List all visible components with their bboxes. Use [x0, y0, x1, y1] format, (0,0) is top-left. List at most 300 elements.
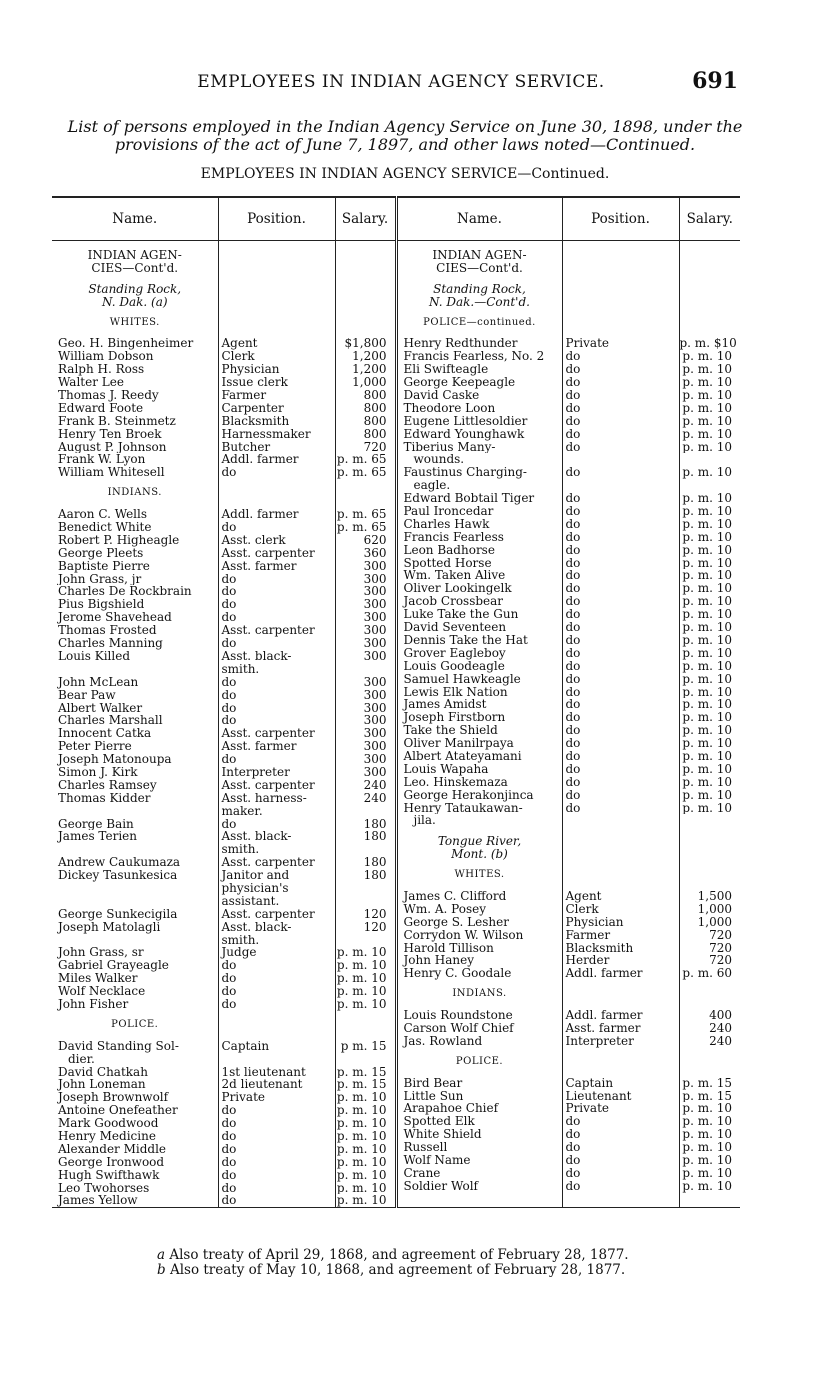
section-label: POLICE—continued. — [423, 316, 536, 328]
right-salary-header: Salary. — [679, 197, 740, 241]
left-name-header: Name. — [52, 197, 218, 241]
employee-name: Russell — [403, 1141, 448, 1154]
employee-salary: p. m. 15 — [336, 1065, 387, 1079]
employee-position: do — [221, 1168, 237, 1182]
section-label: INDIANS. — [452, 988, 507, 1000]
employee-name: Bird Bear — [403, 1076, 463, 1090]
blank-cell — [336, 487, 395, 500]
section-label: WHITES. — [454, 869, 505, 881]
employee-name: Paul Ironcedar — [403, 505, 494, 518]
spacer — [563, 1069, 679, 1077]
employee-position: Asst. carpenter — [221, 907, 315, 921]
employee-salary: p. m. 10 — [336, 1130, 387, 1143]
section-label: POLICE. — [455, 1055, 504, 1067]
footnote-text: Also treaty of April 29, 1868, and agreement of February 28, 1877. — [169, 1247, 629, 1263]
spacer — [680, 861, 741, 869]
spacer — [563, 275, 679, 283]
employee-name: Henry Redthunder — [403, 337, 518, 351]
employee-position-cont: smith. — [221, 843, 260, 857]
footnote-b — [157, 1263, 629, 1278]
employee-name: Eugene Littlesoldier — [403, 414, 528, 428]
employee-name: Peter Pierre — [58, 740, 132, 754]
employee-salary: p. m. 10 — [682, 543, 732, 557]
employee-salary: 720 — [709, 954, 732, 968]
employee-salary: p. m. 10 — [336, 1194, 387, 1208]
employee-name: Henry Medicine — [58, 1130, 156, 1143]
employee-position: Janitor and — [221, 869, 290, 882]
employee-name: Wm. A. Posey — [403, 902, 486, 916]
employee-salary: p. m. 10 — [336, 1155, 387, 1169]
employee-name-cont: dier. — [68, 1052, 95, 1066]
section-label: WHITES. — [109, 316, 160, 328]
left-position-header: Position. — [218, 197, 335, 241]
employee-name: Charles Marshall — [58, 714, 163, 728]
employee-salary: p. m. 10 — [682, 1141, 732, 1154]
employee-name: Faustinus Charging- — [403, 466, 527, 480]
employee-salary: p. m. 65 — [336, 466, 387, 480]
employee-salary: 120 — [363, 907, 387, 921]
employee-salary: p. m. 10 — [682, 685, 732, 699]
employee-name: John Fisher — [58, 997, 129, 1011]
spacer — [680, 329, 741, 337]
employee-name: Dickey Tasunkesica — [58, 869, 178, 882]
spacer — [680, 275, 741, 283]
employee-name: John Loneman — [58, 1078, 146, 1092]
spacer — [398, 329, 562, 337]
employee-position: do — [565, 608, 581, 622]
right-salary-column — [679, 241, 740, 1208]
employee-salary: p. m. 10 — [336, 1117, 387, 1130]
employee-salary: $1,800 — [344, 337, 387, 351]
blank-cell — [680, 262, 741, 275]
employee-position: do — [565, 440, 581, 454]
employee-name: Oliver Lookingelk — [403, 582, 512, 596]
spacer — [398, 1069, 562, 1077]
section-label: POLICE. — [111, 1018, 159, 1030]
employee-position: do — [221, 1117, 237, 1130]
employee-position: do — [565, 633, 581, 647]
employee-salary: 300 — [363, 714, 387, 728]
blank-cell — [336, 843, 395, 856]
blank-cell — [680, 283, 741, 296]
spacer — [336, 309, 395, 317]
blank-cell — [563, 869, 679, 882]
spacer — [398, 275, 562, 283]
employee-position: Butcher — [221, 440, 271, 454]
employee-position: do — [221, 637, 237, 650]
employee-name: Edward Younghawk — [403, 427, 525, 441]
employee-salary: 800 — [363, 401, 387, 415]
employee-salary: p. m. 10 — [682, 517, 732, 531]
spacer — [52, 479, 218, 487]
employee-position: Asst. farmer — [221, 559, 297, 573]
employee-salary: p. m. 10 — [336, 1091, 387, 1105]
employee-salary: 800 — [363, 389, 387, 402]
employee-name: Joseph Matolagli — [58, 920, 161, 934]
employee-salary: p. m. 10 — [682, 698, 732, 712]
employee-position: Asst. farmer — [565, 1021, 641, 1035]
blank-cell — [52, 895, 218, 908]
blank-cell — [52, 934, 218, 947]
employee-position: 2d lieutenant — [221, 1078, 303, 1092]
spacer — [680, 1069, 741, 1077]
blank-cell — [336, 1019, 395, 1032]
employee-name: Louis Goodeagle — [403, 659, 505, 673]
spacer — [336, 479, 395, 487]
spacer — [219, 479, 335, 487]
blank-cell — [680, 1056, 741, 1069]
employee-name: Eli Swifteagle — [403, 363, 489, 377]
blank-cell — [219, 249, 335, 262]
blank-cell — [680, 249, 741, 262]
employee-position: Addl. farmer — [565, 1009, 643, 1022]
employee-salary: 300 — [363, 559, 387, 573]
employee-position-cont: smith. — [221, 933, 260, 947]
employee-salary: p. m. 10 — [682, 788, 732, 802]
employee-salary: p. m. 10 — [682, 608, 732, 622]
blank-cell — [219, 317, 335, 330]
employee-salary: p. m. 10 — [682, 401, 732, 415]
spacer — [219, 1032, 335, 1040]
employee-salary: p. m. 10 — [682, 749, 732, 763]
employee-name: Take the Shield — [403, 724, 498, 738]
employee-salary: p. m. 65 — [336, 521, 387, 534]
employee-name: James C. Clifford — [403, 889, 507, 903]
employee-name: Wolf Name — [403, 1154, 471, 1167]
employee-name: Louis Killed — [58, 649, 130, 663]
employee-salary: p. m. 10 — [682, 775, 732, 789]
spacer — [52, 241, 218, 249]
employee-salary: p. m. 10 — [682, 633, 732, 647]
employee-position: Agent — [565, 889, 602, 903]
employee-position: do — [565, 749, 581, 763]
employee-name: Charles Hawk — [403, 517, 490, 531]
employee-name: George Herakonjinca — [403, 788, 534, 802]
blank-cell — [563, 835, 679, 848]
employee-name: David Seventeen — [403, 621, 507, 634]
section-title: EMPLOYEES IN INDIAN AGENCY SERVICE—Continued. — [200, 166, 610, 182]
employee-position: do — [221, 753, 237, 766]
employee-salary: 240 — [709, 1034, 732, 1048]
employee-name: Joseph Firstborn — [403, 711, 506, 725]
blank-cell — [52, 663, 218, 676]
employee-position: do — [221, 714, 237, 728]
employee-salary: 300 — [363, 701, 387, 715]
employee-name-cont: jila. — [413, 814, 436, 828]
spacer — [52, 275, 218, 283]
section-label: INDIANS. — [107, 487, 162, 499]
blank-cell — [336, 317, 395, 330]
employee-position: do — [221, 611, 237, 625]
employee-name: Antoine Onefeather — [58, 1104, 178, 1118]
employee-position: do — [565, 1179, 581, 1193]
employee-name: Leon Badhorse — [403, 543, 495, 557]
spacer — [336, 500, 395, 508]
employee-name: Samuel Hawkeagle — [403, 672, 521, 686]
employee-salary: p. m. 65 — [336, 508, 387, 522]
left-salary-header: Salary. — [335, 197, 396, 241]
section-label: INDIAN AGEN- — [432, 249, 527, 262]
employee-position: Addl. farmer — [221, 453, 299, 467]
employee-salary: p. m. 10 — [682, 1128, 732, 1142]
spacer — [563, 1001, 679, 1009]
spacer — [219, 500, 335, 508]
employee-salary: p. m. 15 — [682, 1089, 732, 1103]
employee-name: Edward Bobtail Tiger — [403, 492, 535, 506]
blank-cell — [219, 283, 335, 296]
employee-name: Tiberius Many- — [403, 440, 496, 454]
employee-position: 1st lieutenant — [221, 1065, 306, 1079]
spacer — [680, 882, 741, 890]
spacer — [52, 329, 218, 337]
employee-name: Leo Twohorses — [58, 1181, 150, 1195]
employee-position: do — [221, 1104, 237, 1118]
section-label: CIES—Cont'd. — [436, 261, 523, 275]
employee-position: Lieutenant — [565, 1089, 632, 1103]
employee-position: do — [565, 1141, 581, 1154]
employee-position: Judge — [221, 946, 257, 960]
employee-position: do — [565, 363, 581, 377]
employee-position: do — [221, 1155, 237, 1169]
employee-salary: p. m. 10 — [682, 762, 732, 776]
spacer — [398, 241, 562, 249]
employee-name: Francis Fearless, No. 2 — [403, 350, 545, 364]
employee-position: do — [565, 492, 581, 506]
employee-name: James Yellow — [58, 1194, 138, 1208]
spacer — [52, 1032, 218, 1040]
employee-name: Jacob Crossbear — [403, 595, 504, 609]
employee-salary: p. m. 10 — [682, 556, 732, 570]
employee-salary: 800 — [363, 427, 387, 441]
spacer — [398, 309, 562, 317]
employee-salary: 300 — [363, 624, 387, 638]
spacer — [219, 275, 335, 283]
employee-salary: p. m. 10 — [682, 414, 732, 428]
employee-name: George Bain — [58, 817, 134, 831]
employee-name: William Dobson — [58, 350, 154, 364]
employee-position-cont: maker. — [221, 804, 263, 818]
blank-cell — [336, 882, 395, 895]
blank-cell — [219, 1053, 335, 1066]
employee-salary: 1,200 — [352, 363, 387, 377]
spacer — [219, 241, 335, 249]
employee-salary: 720 — [709, 941, 732, 955]
employee-position: do — [221, 675, 237, 689]
employee-position: do — [221, 688, 237, 702]
blank-cell — [219, 296, 335, 309]
employee-name: Innocent Catka — [58, 727, 152, 741]
employee-salary: 720 — [709, 928, 732, 942]
employee-position: Interpreter — [221, 765, 290, 779]
spacer — [336, 1032, 395, 1040]
employee-salary: p. m. 10 — [336, 959, 387, 973]
blank-cell — [563, 296, 679, 309]
employee-position: do — [565, 724, 581, 738]
employee-name: Joseph Brownwolf — [58, 1091, 169, 1105]
employee-position: Clerk — [565, 902, 599, 916]
employee-position: do — [221, 572, 237, 586]
employee-position: Asst. farmer — [221, 740, 297, 754]
employee-name: Frank W. Lyon — [58, 453, 146, 467]
blank-cell — [563, 262, 679, 275]
employee-name: George Ironwood — [58, 1155, 165, 1169]
blank-cell — [563, 814, 679, 827]
employee-name: Louis Wapaha — [403, 762, 489, 776]
employee-name: David Caske — [403, 389, 480, 402]
employee-position: do — [565, 466, 581, 480]
blank-cell — [219, 1019, 335, 1032]
employee-salary: p. m. 10 — [682, 672, 732, 686]
spacer — [398, 1001, 562, 1009]
employee-salary: 620 — [363, 533, 387, 547]
employee-salary: p. m. 10 — [682, 1179, 732, 1193]
employee-position: do — [221, 972, 237, 986]
employee-salary: p. m. 10 — [682, 389, 732, 402]
employee-position: do — [565, 685, 581, 699]
employee-salary: 180 — [363, 817, 387, 831]
blank-cell — [52, 882, 218, 895]
spacer — [680, 309, 741, 317]
spacer — [336, 1011, 395, 1019]
spacer — [398, 980, 562, 988]
employee-salary: p. m. 10 — [682, 440, 732, 454]
employee-position: do — [221, 701, 237, 715]
employee-position: Asst. black- — [221, 649, 292, 663]
footnote-text: Also treaty of May 10, 1868, and agreement of February 28, 1877. — [169, 1262, 626, 1278]
right-position-column — [562, 241, 679, 1208]
employee-salary: 300 — [363, 585, 387, 599]
spacer — [219, 309, 335, 317]
employee-position: Private — [565, 1102, 610, 1116]
employee-name: Wolf Necklace — [58, 985, 146, 998]
employee-position: Blacksmith — [565, 941, 634, 955]
employee-name: Walter Lee — [58, 376, 124, 390]
spacer — [336, 275, 395, 283]
blank-cell — [680, 317, 741, 330]
employee-salary: p. m. 10 — [682, 659, 732, 673]
employee-name: Dennis Take the Hat — [403, 633, 528, 647]
spacer — [219, 329, 335, 337]
employee-name: Joseph Matonoupa — [58, 753, 172, 766]
right-position-header: Position. — [562, 197, 679, 241]
employee-position: do — [221, 997, 237, 1011]
employee-name: William Whitesell — [58, 466, 165, 480]
employee-position: Asst. carpenter — [221, 778, 315, 792]
employee-name: John Grass, jr — [58, 572, 142, 586]
employee-salary: p. m. 10 — [682, 646, 732, 660]
employee-name: Theodore Loon — [403, 401, 496, 415]
employee-name: Soldier Wolf — [403, 1179, 478, 1193]
employee-position: Private — [565, 337, 610, 351]
employee-salary: 120 — [363, 920, 387, 934]
blank-cell — [680, 869, 741, 882]
employee-position: Herder — [565, 954, 610, 968]
blank-cell — [563, 283, 679, 296]
right-name-header: Name. — [396, 197, 562, 241]
employee-salary: p. m. 10 — [682, 1102, 732, 1116]
employee-salary: 180 — [363, 869, 387, 882]
employee-salary: p. m. 10 — [336, 997, 387, 1011]
employee-name: Crane — [403, 1166, 441, 1180]
employee-salary: 300 — [363, 727, 387, 741]
employee-position: do — [565, 788, 581, 802]
employee-salary: p. m. 10 — [682, 582, 732, 596]
employee-position: Farmer — [565, 928, 611, 942]
left-name-column — [52, 241, 218, 1208]
employee-position: Asst. black- — [221, 920, 292, 934]
running-title: EMPLOYEES IN INDIAN AGENCY SERVICE. — [197, 72, 605, 92]
employee-salary: p. m. 10 — [682, 505, 732, 518]
employee-position: do — [565, 1166, 581, 1180]
employee-salary: p. m. 10 — [682, 1154, 732, 1167]
employee-salary: p. m. 15 — [682, 1076, 732, 1090]
employee-name: Grover Eagleboy — [403, 646, 506, 660]
employee-name: Harold Tillison — [403, 941, 494, 955]
spacer — [563, 882, 679, 890]
blank-cell — [563, 453, 679, 466]
employee-salary: p. m. 10 — [336, 946, 387, 960]
employee-position: do — [565, 414, 581, 428]
blank-cell — [219, 487, 335, 500]
employee-salary: 240 — [363, 778, 387, 792]
footnotes — [157, 1248, 629, 1278]
employee-name: Bear Paw — [58, 688, 116, 702]
employee-name: White Shield — [403, 1128, 482, 1142]
employee-position: do — [565, 543, 581, 557]
employee-name: Edward Foote — [58, 401, 144, 415]
spacer — [398, 861, 562, 869]
employee-salary: p. m. 10 — [682, 427, 732, 441]
employee-position: Captain — [565, 1076, 614, 1090]
footnote-mark: a — [157, 1247, 166, 1263]
employee-salary: 180 — [363, 856, 387, 870]
employee-name: Jerome Shavehead — [58, 611, 172, 625]
employee-name: Wm. Taken Alive — [403, 569, 506, 583]
employee-position: Harnessmaker — [221, 427, 311, 441]
employee-position: do — [565, 517, 581, 531]
blank-cell — [336, 934, 395, 947]
employee-position-cont: physician's — [221, 881, 289, 895]
section-label: Mont. (b) — [451, 848, 508, 862]
employee-name: Luke Take the Gun — [403, 608, 519, 622]
blank-cell — [680, 848, 741, 861]
employee-name: Leo. Hinskemaza — [403, 775, 508, 789]
left-salary-column — [335, 241, 396, 1208]
employee-name: Louis Roundstone — [403, 1009, 513, 1022]
employee-position: Asst. black- — [221, 830, 292, 844]
employee-position: do — [565, 505, 581, 518]
employee-position: do — [565, 427, 581, 441]
employee-salary: p. m. 10 — [682, 595, 732, 609]
employee-name: Miles Walker — [58, 972, 138, 986]
employee-salary: 1,000 — [697, 902, 732, 916]
blank-cell — [563, 249, 679, 262]
employee-salary: p. m. 65 — [336, 453, 387, 467]
employee-salary: p. m. 10 — [682, 737, 732, 750]
footnote-a — [157, 1248, 629, 1263]
employee-position: do — [565, 762, 581, 776]
employee-position-cont: smith. — [221, 662, 260, 676]
table-body-row — [52, 241, 740, 1208]
blank-cell — [680, 814, 741, 827]
employee-position: do — [221, 1142, 237, 1156]
spacer — [563, 861, 679, 869]
employee-position: do — [565, 646, 581, 660]
employee-position: do — [565, 595, 581, 609]
employee-position: Issue clerk — [221, 376, 288, 390]
spacer — [563, 329, 679, 337]
employee-salary: 300 — [363, 765, 387, 779]
